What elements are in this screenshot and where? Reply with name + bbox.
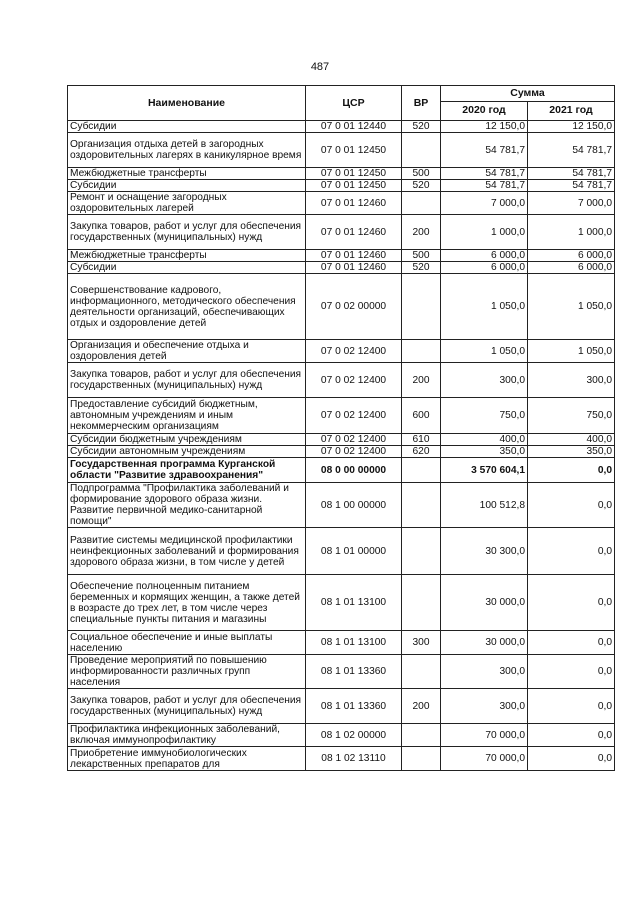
row-name: Закупка товаров, работ и услуг для обеспечения государственных (муниципальных) нужд [68,689,306,724]
row-csr: 08 1 01 00000 [306,528,402,575]
row-csr: 07 0 02 12400 [306,363,402,398]
row-sum-2020: 30 300,0 [441,528,528,575]
row-vr: 200 [402,689,441,724]
row-vr [402,458,441,483]
row-name: Межбюджетные трансферты [68,250,306,262]
row-csr: 08 1 01 13100 [306,575,402,631]
row-sum-2021: 0,0 [528,458,615,483]
header-vr: ВР [402,86,441,121]
row-vr [402,274,441,340]
row-sum-2021: 350,0 [528,446,615,458]
table-row [68,724,615,747]
row-vr [402,483,441,528]
table-row [68,575,615,631]
row-sum-2020: 1 050,0 [441,274,528,340]
row-sum-2020: 3 570 604,1 [441,458,528,483]
row-csr: 08 1 01 13100 [306,631,402,655]
row-vr [402,724,441,747]
row-sum-2020: 750,0 [441,398,528,434]
row-name: Субсидии автономным учреждениям [68,446,306,458]
row-vr: 620 [402,446,441,458]
row-sum-2020: 400,0 [441,434,528,446]
row-vr: 520 [402,262,441,274]
row-name: Подпрограмма "Профилактика заболеваний и формирование здорового образа жизни. Развитие первичной медико-санитарной помощи" [68,483,306,528]
row-vr: 520 [402,121,441,133]
row-csr: 07 0 02 00000 [306,274,402,340]
table-row [68,528,615,575]
table-row [68,747,615,771]
row-csr: 07 0 02 12400 [306,340,402,363]
row-sum-2020: 300,0 [441,363,528,398]
row-name: Обеспечение полноценным питанием беременных и кормящих женщин, а также детей в возрасте до трех лет, в том числе через специальные пункты питания и магазины [68,575,306,631]
row-sum-2020: 300,0 [441,655,528,689]
row-name: Закупка товаров, работ и услуг для обеспечения государственных (муниципальных) нужд [68,363,306,398]
row-vr: 500 [402,250,441,262]
row-name: Ремонт и оснащение загородных оздоровительных лагерей [68,192,306,215]
table-body [68,121,615,771]
row-sum-2021: 0,0 [528,575,615,631]
row-sum-2021: 300,0 [528,363,615,398]
row-sum-2021: 0,0 [528,724,615,747]
row-sum-2021: 0,0 [528,689,615,724]
row-vr: 520 [402,180,441,192]
row-name: Организация отдыха детей в загородных оздоровительных лагерях в каникулярное время [68,133,306,168]
row-name: Проведение мероприятий по повышению информированности различных групп населения [68,655,306,689]
row-sum-2021: 1 050,0 [528,340,615,363]
row-csr: 07 0 01 12440 [306,121,402,133]
table-row [68,458,615,483]
row-csr: 07 0 01 12450 [306,168,402,180]
header-sum: Сумма [441,86,615,102]
table-row [68,340,615,363]
row-csr: 07 0 02 12400 [306,398,402,434]
row-csr: 08 1 01 13360 [306,655,402,689]
row-sum-2021: 6 000,0 [528,262,615,274]
row-sum-2021: 0,0 [528,655,615,689]
row-sum-2020: 350,0 [441,446,528,458]
table-header [68,86,615,121]
row-csr: 07 0 02 12400 [306,434,402,446]
row-sum-2020: 100 512,8 [441,483,528,528]
row-vr [402,192,441,215]
row-sum-2020: 1 050,0 [441,340,528,363]
row-sum-2021: 6 000,0 [528,250,615,262]
header-2021: 2021 год [528,101,615,120]
row-vr [402,747,441,771]
row-csr: 07 0 01 12460 [306,215,402,250]
row-sum-2020: 30 000,0 [441,575,528,631]
row-vr: 200 [402,215,441,250]
row-name: Субсидии [68,262,306,274]
row-name: Социальное обеспечение и иные выплаты населению [68,631,306,655]
table-row [68,631,615,655]
table-row [68,121,615,133]
row-name: Организация и обеспечение отдыха и оздоровления детей [68,340,306,363]
table-row [68,192,615,215]
row-sum-2020: 300,0 [441,689,528,724]
row-sum-2021: 12 150,0 [528,121,615,133]
row-csr: 08 1 01 13360 [306,689,402,724]
row-name: Развитие системы медицинской профилактики неинфекционных заболеваний и формирования здорового образа жизни, в том числе у детей [68,528,306,575]
row-sum-2021: 0,0 [528,631,615,655]
table-row [68,363,615,398]
row-vr [402,133,441,168]
row-csr: 08 0 00 00000 [306,458,402,483]
row-csr: 08 1 02 13110 [306,747,402,771]
row-csr: 07 0 01 12460 [306,262,402,274]
row-sum-2020: 12 150,0 [441,121,528,133]
header-2020: 2020 год [441,101,528,120]
header-name: Наименование [68,86,306,121]
table-row [68,215,615,250]
row-name: Субсидии [68,180,306,192]
table-row [68,655,615,689]
row-sum-2020: 6 000,0 [441,250,528,262]
row-csr: 07 0 01 12460 [306,250,402,262]
row-vr [402,340,441,363]
row-name: Совершенствование кадрового, информационного, методического обеспечения деятельности организаций, обеспечивающих отдых и оздоровление детей [68,274,306,340]
table-row [68,434,615,446]
row-csr: 07 0 01 12460 [306,192,402,215]
page-number: 487 [310,61,330,73]
row-sum-2021: 0,0 [528,483,615,528]
row-csr: 07 0 01 12450 [306,133,402,168]
row-name: Предоставление субсидий бюджетным, автономным учреждениям и иным некоммерческим организациям [68,398,306,434]
table-row [68,180,615,192]
table-row [68,483,615,528]
row-vr: 300 [402,631,441,655]
row-sum-2020: 54 781,7 [441,133,528,168]
row-vr: 610 [402,434,441,446]
row-sum-2020: 70 000,0 [441,724,528,747]
table-row [68,689,615,724]
row-sum-2021: 0,0 [528,528,615,575]
row-sum-2021: 54 781,7 [528,180,615,192]
row-sum-2020: 6 000,0 [441,262,528,274]
table-row [68,446,615,458]
row-name: Приобретение иммунобиологических лекарственных препаратов для [68,747,306,771]
row-sum-2021: 54 781,7 [528,133,615,168]
row-sum-2020: 54 781,7 [441,168,528,180]
row-sum-2021: 54 781,7 [528,168,615,180]
row-sum-2020: 70 000,0 [441,747,528,771]
row-name: Профилактика инфекционных заболеваний, включая иммунопрофилактику [68,724,306,747]
row-sum-2021: 1 050,0 [528,274,615,340]
row-sum-2020: 1 000,0 [441,215,528,250]
row-sum-2020: 54 781,7 [441,180,528,192]
row-csr: 07 0 02 12400 [306,446,402,458]
row-csr: 08 1 00 00000 [306,483,402,528]
row-name: Государственная программа Курганской области "Развитие здравоохранения" [68,458,306,483]
row-vr: 200 [402,363,441,398]
row-csr: 07 0 01 12450 [306,180,402,192]
row-sum-2020: 30 000,0 [441,631,528,655]
row-name: Закупка товаров, работ и услуг для обеспечения государственных (муниципальных) нужд [68,215,306,250]
row-sum-2021: 400,0 [528,434,615,446]
row-sum-2021: 7 000,0 [528,192,615,215]
row-sum-2021: 750,0 [528,398,615,434]
table-row [68,168,615,180]
table-row [68,274,615,340]
row-sum-2021: 1 000,0 [528,215,615,250]
row-vr: 600 [402,398,441,434]
table-row [68,398,615,434]
table-row [68,262,615,274]
row-vr: 500 [402,168,441,180]
row-name: Субсидии [68,121,306,133]
row-vr [402,528,441,575]
row-name: Межбюджетные трансферты [68,168,306,180]
row-sum-2021: 0,0 [528,747,615,771]
row-sum-2020: 7 000,0 [441,192,528,215]
budget-table [67,85,615,771]
header-csr: ЦСР [306,86,402,121]
row-vr [402,655,441,689]
row-csr: 08 1 02 00000 [306,724,402,747]
row-vr [402,575,441,631]
table-row [68,133,615,168]
row-name: Субсидии бюджетным учреждениям [68,434,306,446]
table-row [68,250,615,262]
